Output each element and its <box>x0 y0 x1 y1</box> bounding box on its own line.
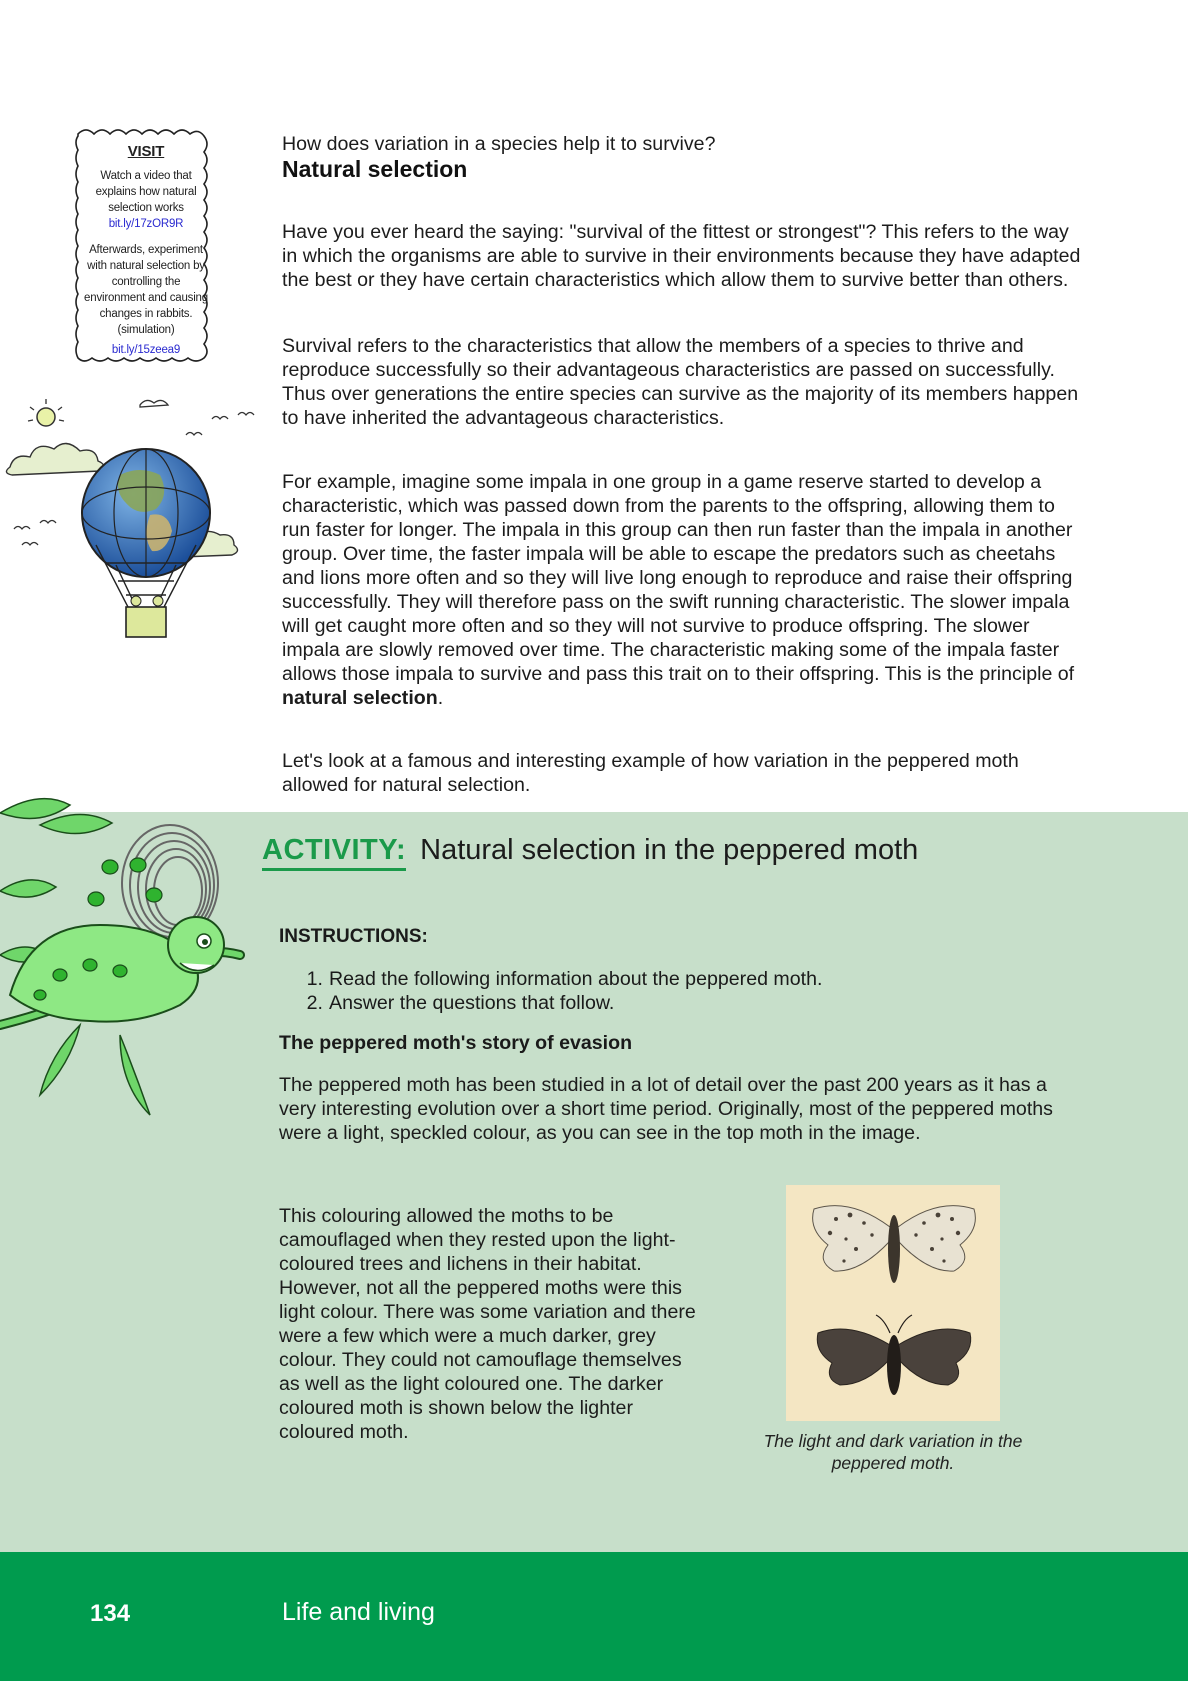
visit-text-3: (simulation) <box>117 324 175 336</box>
section-heading: Natural selection <box>282 156 468 182</box>
visit-link-1[interactable]: bit.ly/17zOR9R <box>108 218 184 230</box>
image-caption: The light and dark variation in the peppered moth. <box>763 1431 1023 1473</box>
story-paragraph-1: The peppered moth has been studied in a lot of detail over the past 200 years as it has a very interesting evolution over a short time period. Originally, most of the peppered moths were a light, speckled colour, as you can see in the top moth in the image. <box>279 1074 1053 1144</box>
visit-text-1: Watch a video that explains how natural selection works <box>95 170 197 214</box>
activity-title: Natural selection in the peppered moth <box>420 834 919 866</box>
intro-question: How does variation in a species help it to survive? <box>282 132 716 155</box>
impala-text-end: . <box>437 686 444 709</box>
visit-text-2: Afterwards, experiment with natural selection by controlling the environment and causing changes in rabbits. <box>84 244 208 320</box>
activity-label: ACTIVITY: <box>262 834 406 871</box>
globe-balloon-illustration <box>0 395 270 665</box>
peppered-moth-image <box>786 1185 1000 1421</box>
page-number: 134 <box>90 1600 131 1627</box>
chapter-title: Life and living <box>282 1598 435 1626</box>
step-number: 2. <box>306 992 323 1014</box>
footer-bar <box>0 1552 1188 1681</box>
sun-icon <box>37 408 55 426</box>
natural-selection-term: natural selection <box>282 686 438 709</box>
cloud-left <box>6 443 103 475</box>
visit-title: VISIT <box>127 143 165 160</box>
step-text: Read the following information about the peppered moth. <box>329 968 823 990</box>
visit-link-2[interactable]: bit.ly/15zeea9 <box>111 344 181 356</box>
step-text: Answer the questions that follow. <box>329 992 615 1014</box>
visit-box <box>72 124 220 396</box>
paragraph-survival-definition: Survival refers to the characteristics that allow the members of a species to thrive and reproduce successfully so their advantageous characteristics are passed on successfully. Thus over generations the entire species can survive as the majority of its members happen to have inherited the advantageous characteristics. <box>282 334 1079 429</box>
list-item <box>279 967 822 991</box>
story-heading: The peppered moth's story of evasion <box>279 1032 633 1054</box>
step-number: 1. <box>306 968 323 990</box>
paragraph-survival-saying: Have you ever heard the saying: "survival of the fittest or strongest"? This refers to the way in which the organisms are able to survive in their environments because they have adapted the best or they have certain characteristics which allow them to survive better than others. <box>282 220 1081 291</box>
impala-text: For example, imagine some impala in one group in a game reserve started to develop a characteristic, which was passed down from the parents to the offspring, allowing them to run faster for longer. The impala in this group can then run faster than the impala in another group. Over time, the faster impala will be able to escape the predators such as cheetahs and lions more often and so they will live long enough to reproduce and raise their offspring successfully. They will therefore pass on the swift running characteristic. The slower impala will get caught more often and so they will not survive to produce offspring. The slower impala are slowly removed over time. The characteristic making some of the impala faster allows those impala to survive and pass this trait on to their offspring. This is the principle of <box>282 470 1075 685</box>
instructions-list <box>279 967 822 1015</box>
story-paragraph-2: This colouring allowed the moths to be camouflaged when they rested upon the light-coloured trees and lichens in their habitat. However, not all the peppered moths were this light colour. There was some variation and there were a few which were a much darker, grey colour. They could not camouflage themselves as well as the light coloured one. The darker coloured moth is shown below the lighter coloured moth. <box>279 1205 696 1443</box>
list-item <box>279 991 822 1015</box>
instructions-heading: INSTRUCTIONS: <box>279 926 428 947</box>
activity-header <box>262 834 918 871</box>
light-moth-icon <box>813 1206 976 1283</box>
paragraph-peppered-moth-intro: Let's look at a famous and interesting example of how variation in the peppered moth allowed for natural selection. <box>282 749 1019 796</box>
paragraph-impala-example <box>282 470 1082 710</box>
chameleon-slinky-illustration <box>0 795 260 1125</box>
basket-icon <box>126 607 166 637</box>
